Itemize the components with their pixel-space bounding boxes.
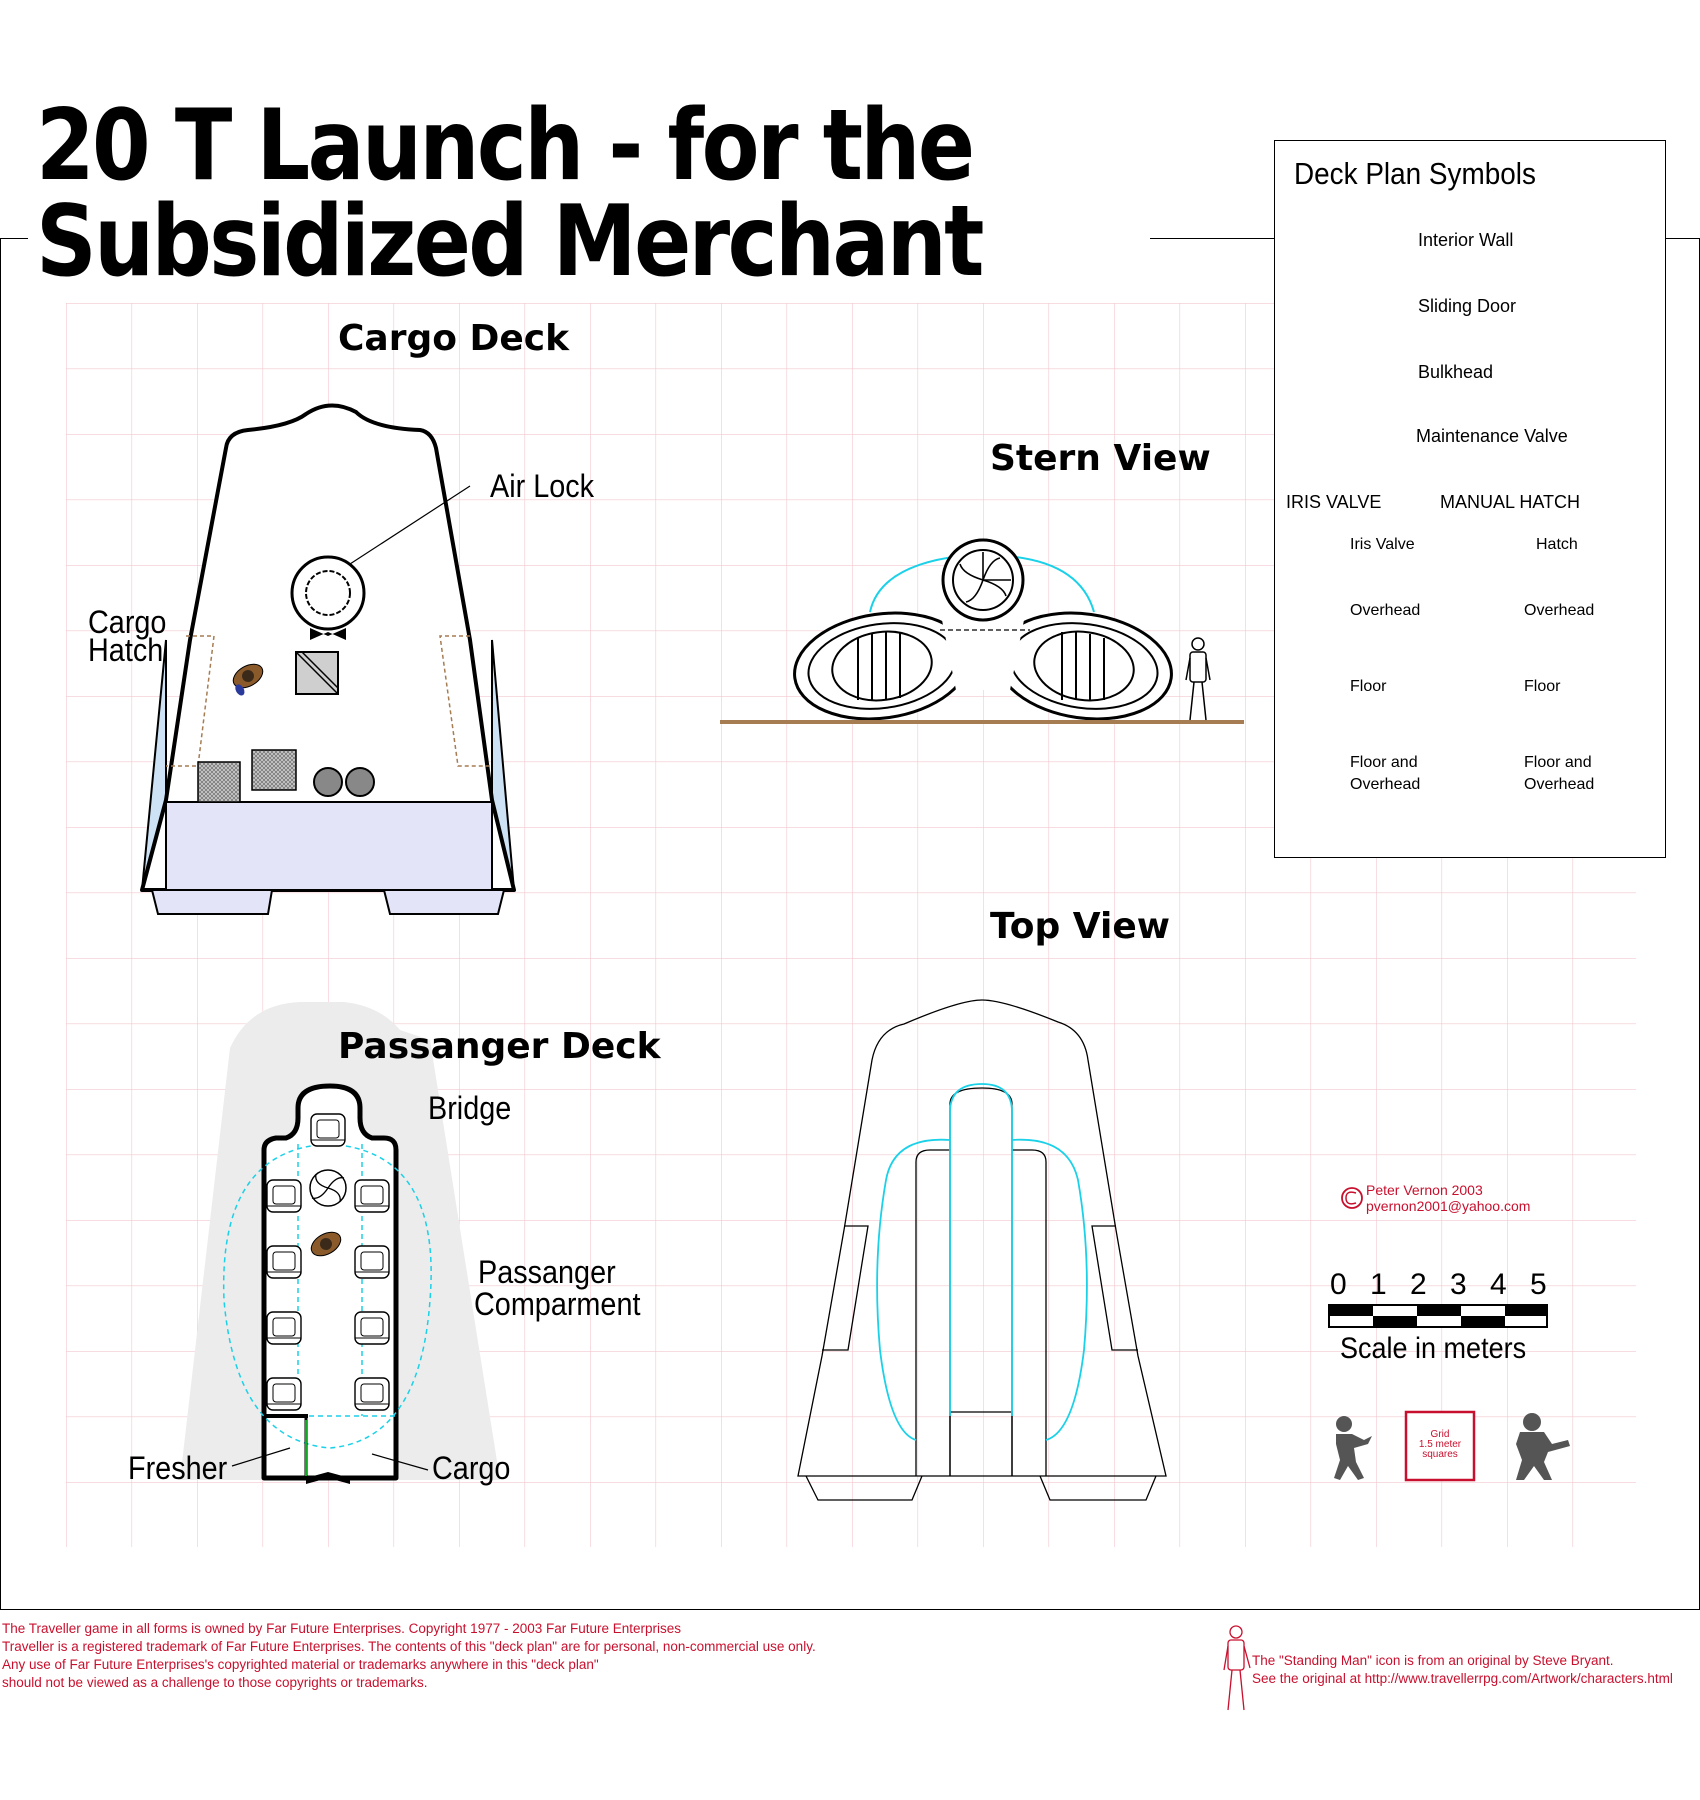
title-line-2: Subsidized Merchant xyxy=(36,185,982,299)
legend-iris-valve: Iris Valve xyxy=(1350,536,1415,553)
passenger-compartment-label-1: Passanger xyxy=(478,1254,616,1290)
scale-tick-4: 4 xyxy=(1490,1268,1507,1301)
legend-interior-wall: Interior Wall xyxy=(1418,230,1514,250)
legend-maintenance-valve: Maintenance Valve xyxy=(1416,426,1568,446)
legend-iris-overhead: Overhead xyxy=(1350,602,1421,619)
passenger-compartment-label-2: Comparment xyxy=(474,1286,641,1322)
copyright-notice xyxy=(2,1620,816,1692)
footer-line-2: Traveller is a registered trademark of Far Future Enterprises. The contents of this "deck plan" are for personal, non-commercial use only. xyxy=(2,1639,816,1654)
credit-block xyxy=(1366,1182,1530,1214)
cargo-hatch-label-2: Hatch xyxy=(88,632,164,668)
icon-credit-line-1: The "Standing Man" icon is from an original by Steve Bryant. xyxy=(1252,1653,1614,1668)
legend-hatch-floor-and: Floor and xyxy=(1524,754,1592,771)
footer-line-1: The Traveller game in all forms is owned by Far Future Enterprises. Copyright 1977 - 2003 Far Future Enterprises xyxy=(2,1621,682,1636)
legend-sliding-door: Sliding Door xyxy=(1418,296,1517,316)
icon-credit-line-2: See the original at http://www.travellerrpg.com/Artwork/characters.html xyxy=(1252,1671,1673,1686)
legend-iris-floor: Floor xyxy=(1350,678,1387,695)
footer-line-4: should not be viewed as a challenge to those copyrights or trademarks. xyxy=(2,1675,428,1690)
legend-iris-floor-and: Floor and xyxy=(1350,754,1418,771)
legend-hatch-overhead: Overhead xyxy=(1524,602,1595,619)
credit-name: Peter Vernon 2003 xyxy=(1366,1182,1483,1198)
cargo-hatch-label-1: Cargo xyxy=(88,604,167,640)
scale-bar xyxy=(1329,1305,1547,1327)
credit-email: pvernon2001@yahoo.com xyxy=(1366,1198,1531,1214)
legend-bulkhead: Bulkhead xyxy=(1418,362,1494,382)
title-block xyxy=(28,89,1150,299)
scale-tick-0: 0 xyxy=(1330,1268,1347,1301)
fresher-label: Fresher xyxy=(128,1450,228,1486)
footer-line-3: Any use of Far Future Enterprises's copyrighted material or trademarks anywhere in this "deck plan" xyxy=(2,1657,599,1672)
legend-hatch: Hatch xyxy=(1536,536,1578,553)
legend-iris-header: IRIS VALVE xyxy=(1286,492,1382,512)
title-line-1: 20 T Launch - for the xyxy=(36,89,973,203)
cargo-label: Cargo xyxy=(432,1450,511,1486)
scale-tick-1: 1 xyxy=(1370,1268,1387,1301)
legend-iris-floor-overhead: Overhead xyxy=(1350,776,1421,793)
bridge-label: Bridge xyxy=(428,1090,512,1126)
legend-hatch-floor-overhead: Overhead xyxy=(1524,776,1595,793)
scale-tick-2: 2 xyxy=(1410,1268,1427,1301)
scale-tick-3: 3 xyxy=(1450,1268,1467,1301)
grid-note-line2: 1.5 meter xyxy=(1418,1439,1462,1450)
icon-credit-notice xyxy=(1252,1652,1673,1688)
passenger-deck-heading: Passanger Deck xyxy=(338,1026,661,1067)
grid-note-line1: Grid xyxy=(1430,1429,1450,1440)
legend-title: Deck Plan Symbols xyxy=(1294,156,1536,191)
scale-label: Scale in meters xyxy=(1340,1332,1527,1365)
cargo-deck-heading: Cargo Deck xyxy=(338,318,570,359)
legend-hatch-floor: Floor xyxy=(1524,678,1561,695)
air-lock-label: Air Lock xyxy=(490,468,595,504)
grid-note-line3: squares xyxy=(1422,1449,1458,1460)
top-view-heading: Top View xyxy=(990,906,1171,947)
scale-tick-5: 5 xyxy=(1530,1268,1547,1301)
stern-view-heading: Stern View xyxy=(990,438,1211,479)
grid-note xyxy=(1406,1430,1474,1460)
legend-hatch-header: MANUAL HATCH xyxy=(1440,492,1581,512)
standing-man-icon xyxy=(1224,1626,1250,1710)
